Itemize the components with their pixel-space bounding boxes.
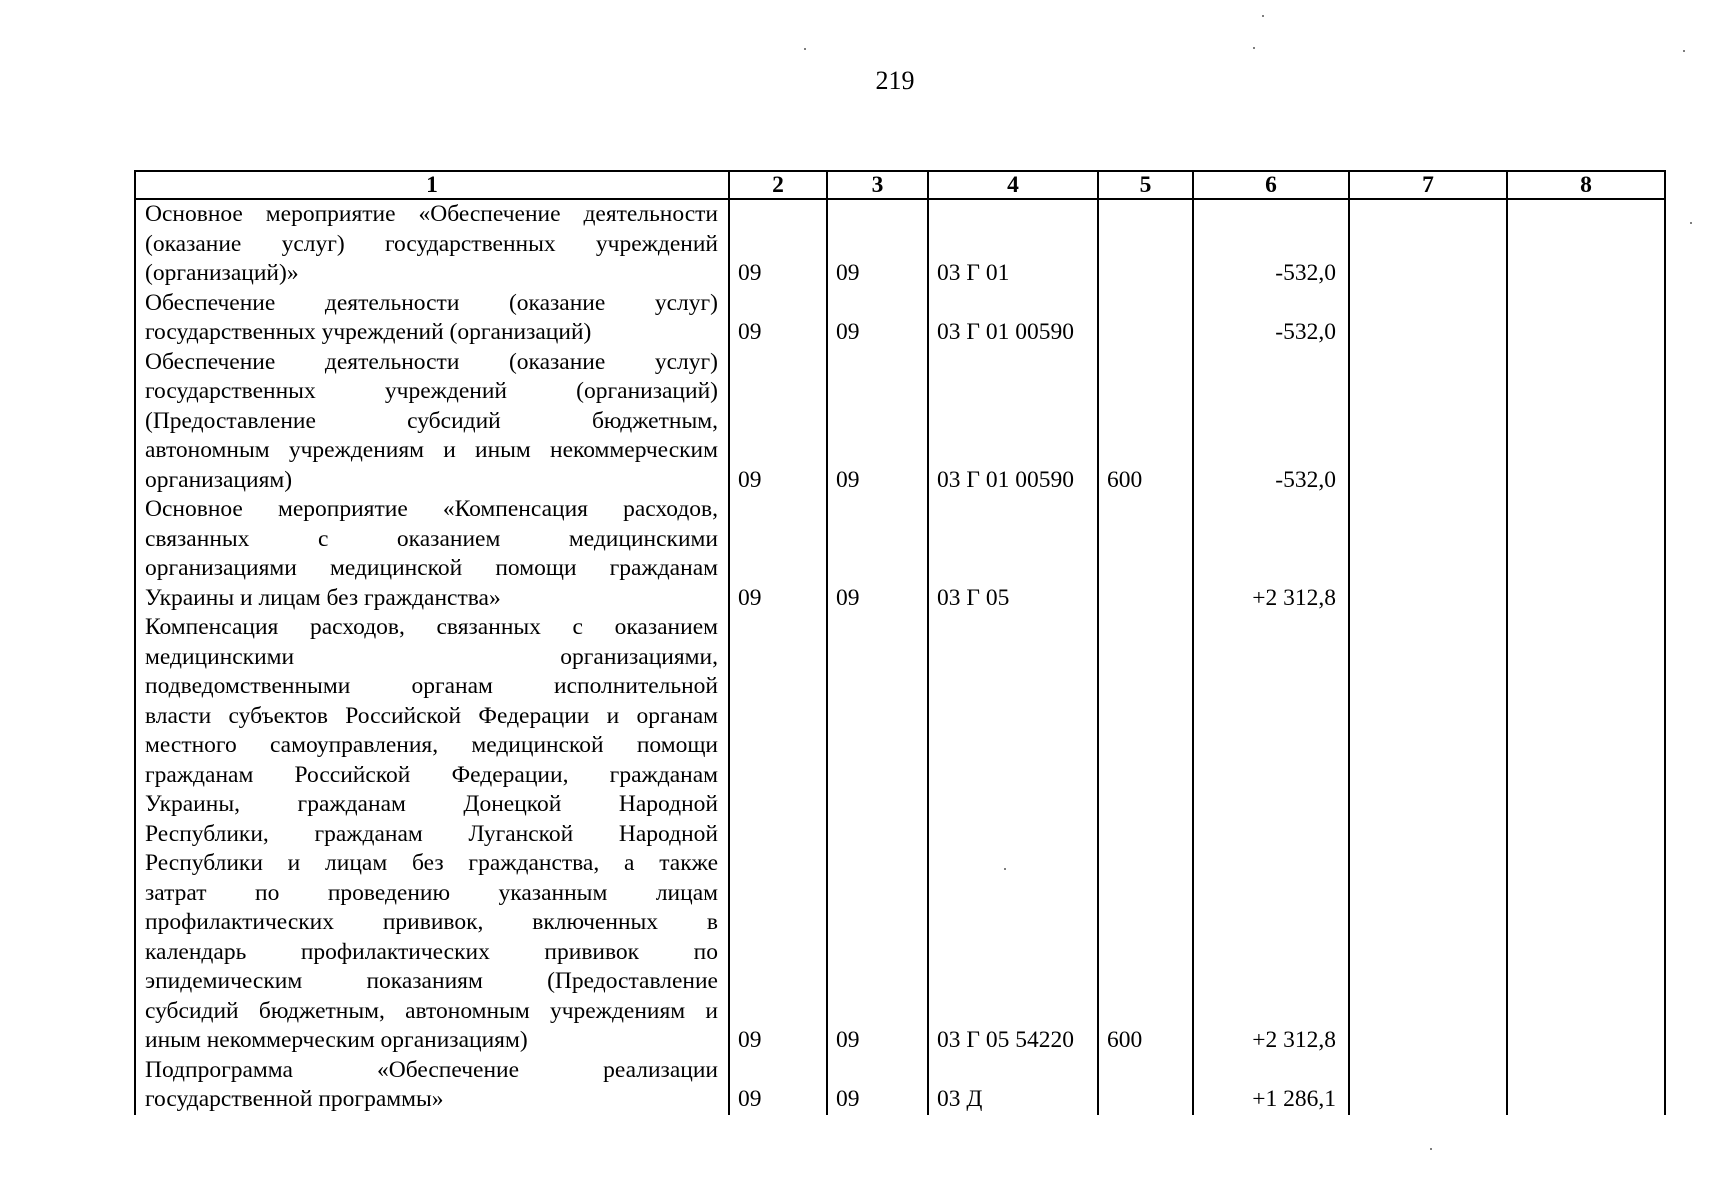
- description-line: Основное мероприятие «Обеспечение деятельности: [145, 201, 718, 227]
- amount-value: -532,0: [1193, 289, 1349, 348]
- table-row: [135, 495, 1665, 613]
- row-description: [135, 199, 729, 289]
- row-description: [135, 289, 729, 348]
- scan-speck: [804, 48, 806, 50]
- section-code: 09: [729, 495, 827, 613]
- column-7-value: [1349, 348, 1507, 496]
- description-line: Обеспечение деятельности (оказание услуг): [145, 348, 718, 375]
- description-line: связанных с оказанием медицинскими: [145, 525, 718, 552]
- column-header: 5: [1098, 171, 1193, 199]
- description-line: (Предоставление субсидий бюджетным,: [145, 407, 718, 434]
- description-line: субсидий бюджетным, автономным учреждениям и: [145, 997, 718, 1024]
- description-line: (оказание услуг) государственных учреждений: [145, 230, 718, 257]
- description-line: Украины, гражданам Донецкой Народной: [145, 791, 718, 817]
- description-line: медицинскими организациями,: [145, 643, 718, 670]
- column-8-value: [1507, 613, 1665, 1056]
- description-line: эпидемическим показаниям (Предоставление: [145, 968, 718, 994]
- target-article-code: 03 Г 01 00590: [928, 289, 1098, 348]
- table-row: [135, 613, 1665, 1056]
- scan-speck: [1430, 1148, 1432, 1150]
- column-8-value: [1507, 495, 1665, 613]
- column-8-value: [1507, 199, 1665, 289]
- table-row: [135, 1056, 1665, 1115]
- amount-value: -532,0: [1193, 348, 1349, 496]
- row-description: [135, 613, 729, 1056]
- column-8-value: [1507, 348, 1665, 496]
- target-article-code: 03 Д: [928, 1056, 1098, 1115]
- column-8-value: [1507, 289, 1665, 348]
- description-line: организациями медицинской помощи гражданам: [145, 555, 718, 581]
- description-line: государственных учреждений (организаций): [145, 319, 592, 345]
- column-7-value: [1349, 1056, 1507, 1115]
- column-header: 7: [1349, 171, 1507, 199]
- column-header: 3: [827, 171, 928, 199]
- subsection-code: 09: [827, 289, 928, 348]
- column-header: 4: [928, 171, 1098, 199]
- scan-speck: [1253, 47, 1255, 49]
- description-line: организациям): [145, 466, 293, 493]
- expense-type-code: [1098, 289, 1193, 348]
- amount-value: +1 286,1: [1193, 1056, 1349, 1115]
- column-8-value: [1507, 1056, 1665, 1115]
- column-header: 6: [1193, 171, 1349, 199]
- table-row: [135, 199, 1665, 289]
- description-line: Республики и лицам без гражданства, а также: [145, 850, 718, 876]
- description-line: Украины и лицам без гражданства»: [145, 584, 501, 611]
- target-article-code: 03 Г 05 54220: [928, 613, 1098, 1056]
- description-line: Обеспечение деятельности (оказание услуг): [145, 289, 718, 316]
- subsection-code: 09: [827, 1056, 928, 1115]
- expense-type-code: 600: [1098, 348, 1193, 496]
- section-code: 09: [729, 1056, 827, 1115]
- row-description: [135, 1056, 729, 1115]
- description-line: государственной программы»: [145, 1086, 444, 1112]
- subsection-code: 09: [827, 613, 928, 1056]
- description-line: календарь профилактических прививок по: [145, 938, 718, 965]
- page-number: 219: [875, 66, 915, 95]
- column-header: 8: [1507, 171, 1665, 199]
- table-row: [135, 289, 1665, 348]
- row-description: [135, 495, 729, 613]
- expense-type-code: [1098, 495, 1193, 613]
- scan-speck: [1683, 50, 1685, 52]
- target-article-code: 03 Г 01 00590: [928, 348, 1098, 496]
- section-code: 09: [729, 199, 827, 289]
- description-line: подведомственными органам исполнительной: [145, 673, 718, 699]
- column-header: 1: [135, 171, 729, 199]
- description-line: (организаций)»: [145, 260, 299, 286]
- scan-speck: [1262, 15, 1264, 17]
- subsection-code: 09: [827, 199, 928, 289]
- description-line: автономным учреждениям и иным некоммерческим: [145, 437, 718, 463]
- table-row: [135, 348, 1665, 496]
- description-line: Республики, гражданам Луганской Народной: [145, 820, 718, 847]
- description-line: местного самоуправления, медицинской помощи: [145, 732, 718, 758]
- amount-value: +2 312,8: [1193, 495, 1349, 613]
- scan-speck: [1690, 222, 1692, 224]
- column-7-value: [1349, 289, 1507, 348]
- section-code: 09: [729, 289, 827, 348]
- description-line: гражданам Российской Федерации, гражданам: [145, 761, 718, 788]
- row-description: [135, 348, 729, 496]
- target-article-code: 03 Г 01: [928, 199, 1098, 289]
- amount-value: +2 312,8: [1193, 613, 1349, 1056]
- column-7-value: [1349, 495, 1507, 613]
- expense-type-code: [1098, 1056, 1193, 1115]
- section-code: 09: [729, 348, 827, 496]
- description-line: Подпрограмма «Обеспечение реализации: [145, 1056, 718, 1083]
- subsection-code: 09: [827, 348, 928, 496]
- column-7-value: [1349, 199, 1507, 289]
- subsection-code: 09: [827, 495, 928, 613]
- expense-type-code: 600: [1098, 613, 1193, 1056]
- budget-table: [134, 170, 1666, 1115]
- column-header: 2: [729, 171, 827, 199]
- table-header-row: [135, 171, 1665, 199]
- description-line: иным некоммерческим организациям): [145, 1027, 528, 1053]
- column-7-value: [1349, 613, 1507, 1056]
- section-code: 09: [729, 613, 827, 1056]
- description-line: профилактических прививок, включенных в: [145, 909, 718, 935]
- description-line: государственных учреждений (организаций): [145, 378, 718, 404]
- description-line: затрат по проведению указанным лицам: [145, 879, 718, 906]
- description-line: Компенсация расходов, связанных с оказанием: [145, 614, 718, 640]
- target-article-code: 03 Г 05: [928, 495, 1098, 613]
- expense-type-code: [1098, 199, 1193, 289]
- amount-value: -532,0: [1193, 199, 1349, 289]
- description-line: власти субъектов Российской Федерации и органам: [145, 702, 718, 729]
- description-line: Основное мероприятие «Компенсация расходов,: [145, 496, 718, 522]
